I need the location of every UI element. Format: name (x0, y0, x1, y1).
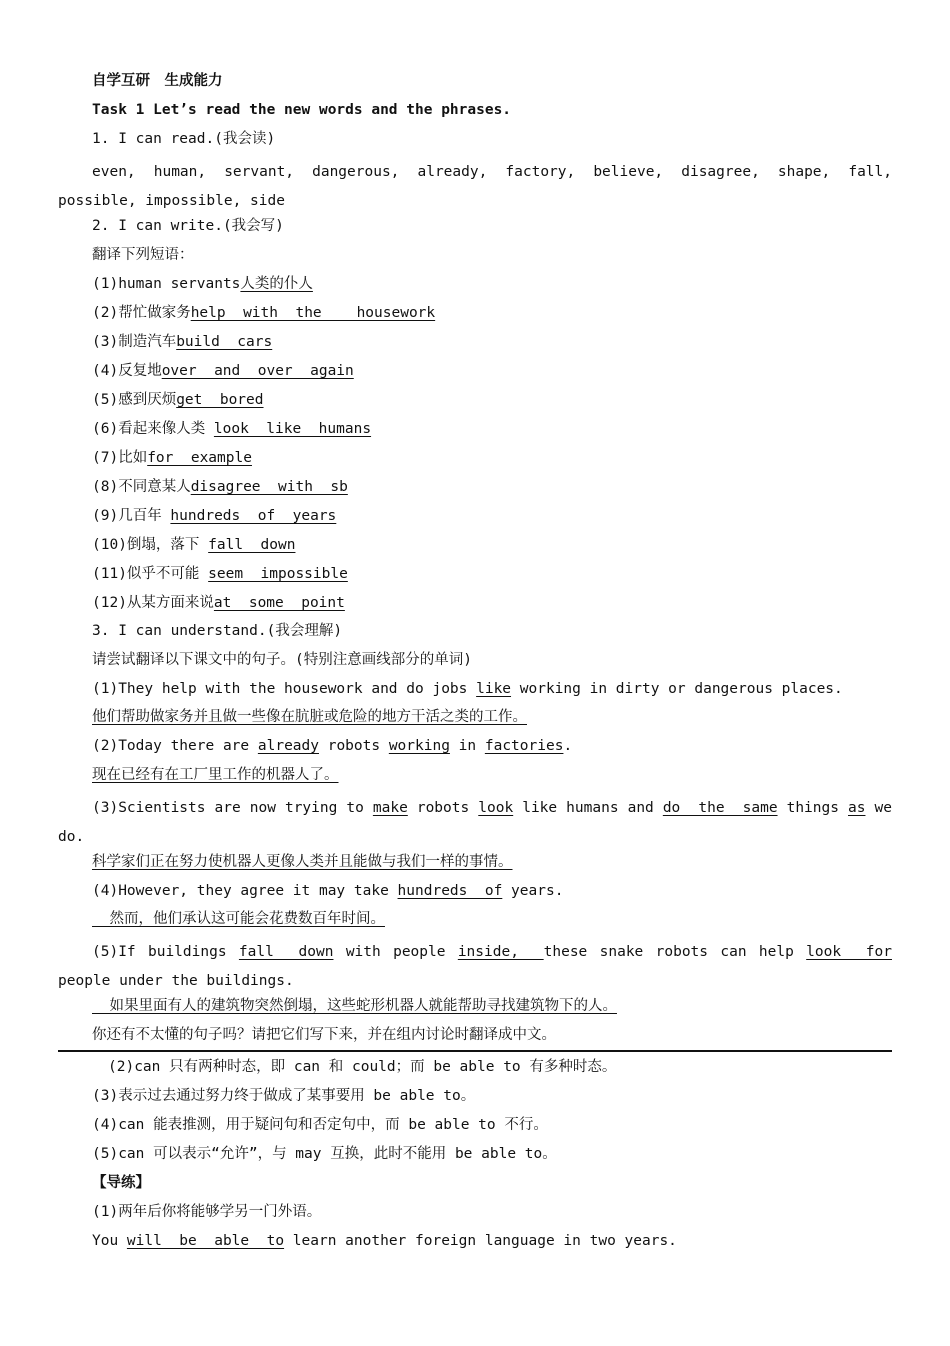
answer-blank: hundreds of years (170, 508, 337, 524)
phrase-item: (7)比如for example (92, 450, 252, 466)
phrase-item: (3)制造汽车build cars (92, 334, 273, 350)
sentence: (4)However, they agree it may take hundreds of years. (92, 883, 564, 899)
answer-blank: for example (147, 450, 252, 466)
answer-blank: help with the housework (190, 305, 436, 321)
guide-heading: 【导练】 (92, 1175, 150, 1191)
open-question: 你还有不太懂的句子吗？请把它们写下来，并在组内讨论时翻译成中文。 (92, 1027, 556, 1043)
answer-blank: build cars (176, 334, 273, 350)
phrase-item: (4)反复地over and over again (92, 363, 354, 379)
sentence-translation: 然而，他们承认这可能会花费数百年时间。 (92, 911, 385, 927)
sentence-translation: 如果里面有人的建筑物突然倒塌，这些蛇形机器人就能帮助寻找建筑物下的人。 (92, 998, 617, 1014)
answer-blank: look like humans (213, 421, 372, 437)
grammar-note: (4)can 能表推测，用于疑问句和否定句中，而 be able to 不行。 (92, 1117, 548, 1133)
understand-instructions: 请尝试翻译以下课文中的句子。(特别注意画线部分的单词) (92, 652, 472, 668)
phrase-item: (11)似乎不可能 seem impossible (92, 566, 348, 582)
phrase-item: (2)帮忙做家务help with the housework (92, 305, 436, 321)
vocab-list: even, human, servant, dangerous, already, factory, believe, disagree, shape, fall, possible, impossible, side (58, 164, 892, 209)
answer-blank: will be able to (126, 1233, 285, 1249)
grammar-note: (2)can 只有两种时态，即 can 和 could；而 be able to 有多种时态。 (108, 1059, 617, 1075)
sentence-translation: 科学家们正在努力使机器人更像人类并且能做与我们一样的事情。 (92, 854, 513, 870)
answer-blank: disagree with sb (190, 479, 348, 495)
sentence: (2)Today there are already robots working in factories. (92, 738, 573, 754)
sentence-translation: 现在已经有在工厂里工作的机器人了。 (92, 767, 339, 783)
section-divider (58, 1050, 892, 1052)
phrase-item: (9)几百年 hundreds of years (92, 508, 337, 524)
write-section-title: 2. I can write.(我会写) (92, 218, 284, 234)
answer-blank: get bored (176, 392, 264, 408)
answer-blank: over and over again (161, 363, 354, 379)
phrase-item: (1)human servants人类的仆人 (92, 276, 313, 292)
answer-blank: fall down (208, 537, 296, 553)
sentence-translation: 他们帮助做家务并且做一些像在肮脏或危险的地方干活之类的工作。 (92, 709, 527, 725)
sentence: (3)Scientists are now trying to make robots look like humans and do the same things as we do. (58, 800, 892, 845)
exercise-answer: You will be able to learn another foreign language in two years. (92, 1233, 677, 1249)
write-instructions: 翻译下列短语： (92, 247, 194, 263)
phrase-item: (6)看起来像人类 look like humans (92, 421, 372, 437)
task-title: Task 1 Let’s read the new words and the phrases. (92, 102, 512, 118)
grammar-note: (3)表示过去通过努力终于做成了某事要用 be able to。 (92, 1088, 476, 1104)
section-header: 自学互研 生成能力 (92, 72, 223, 89)
phrase-item: (8)不同意某人disagree with sb (92, 479, 348, 495)
answer-blank: at some point (213, 595, 345, 611)
answer-blank: seem impossible (208, 566, 348, 582)
phrase-item: (12)从某方面来说at some point (92, 595, 345, 611)
answer-blank: 人类的仆人 (240, 276, 313, 292)
phrase-item: (10)倒塌，落下 fall down (92, 537, 296, 553)
phrase-item: (5)感到厌烦get bored (92, 392, 264, 408)
understand-section-title: 3. I can understand.(我会理解) (92, 623, 343, 639)
read-section-title: 1. I can read.(我会读) (92, 131, 276, 147)
sentence: (1)They help with the housework and do jobs like working in dirty or dangerous places. (92, 681, 843, 697)
sentence: (5)If buildings fall down with people inside, these snake robots can help look for people under the buildings. (58, 944, 892, 989)
grammar-note: (5)can 可以表示“允许”，与 may 互换，此时不能用 be able to。 (92, 1146, 557, 1162)
exercise-prompt: (1)两年后你将能够学另一门外语。 (92, 1204, 322, 1220)
